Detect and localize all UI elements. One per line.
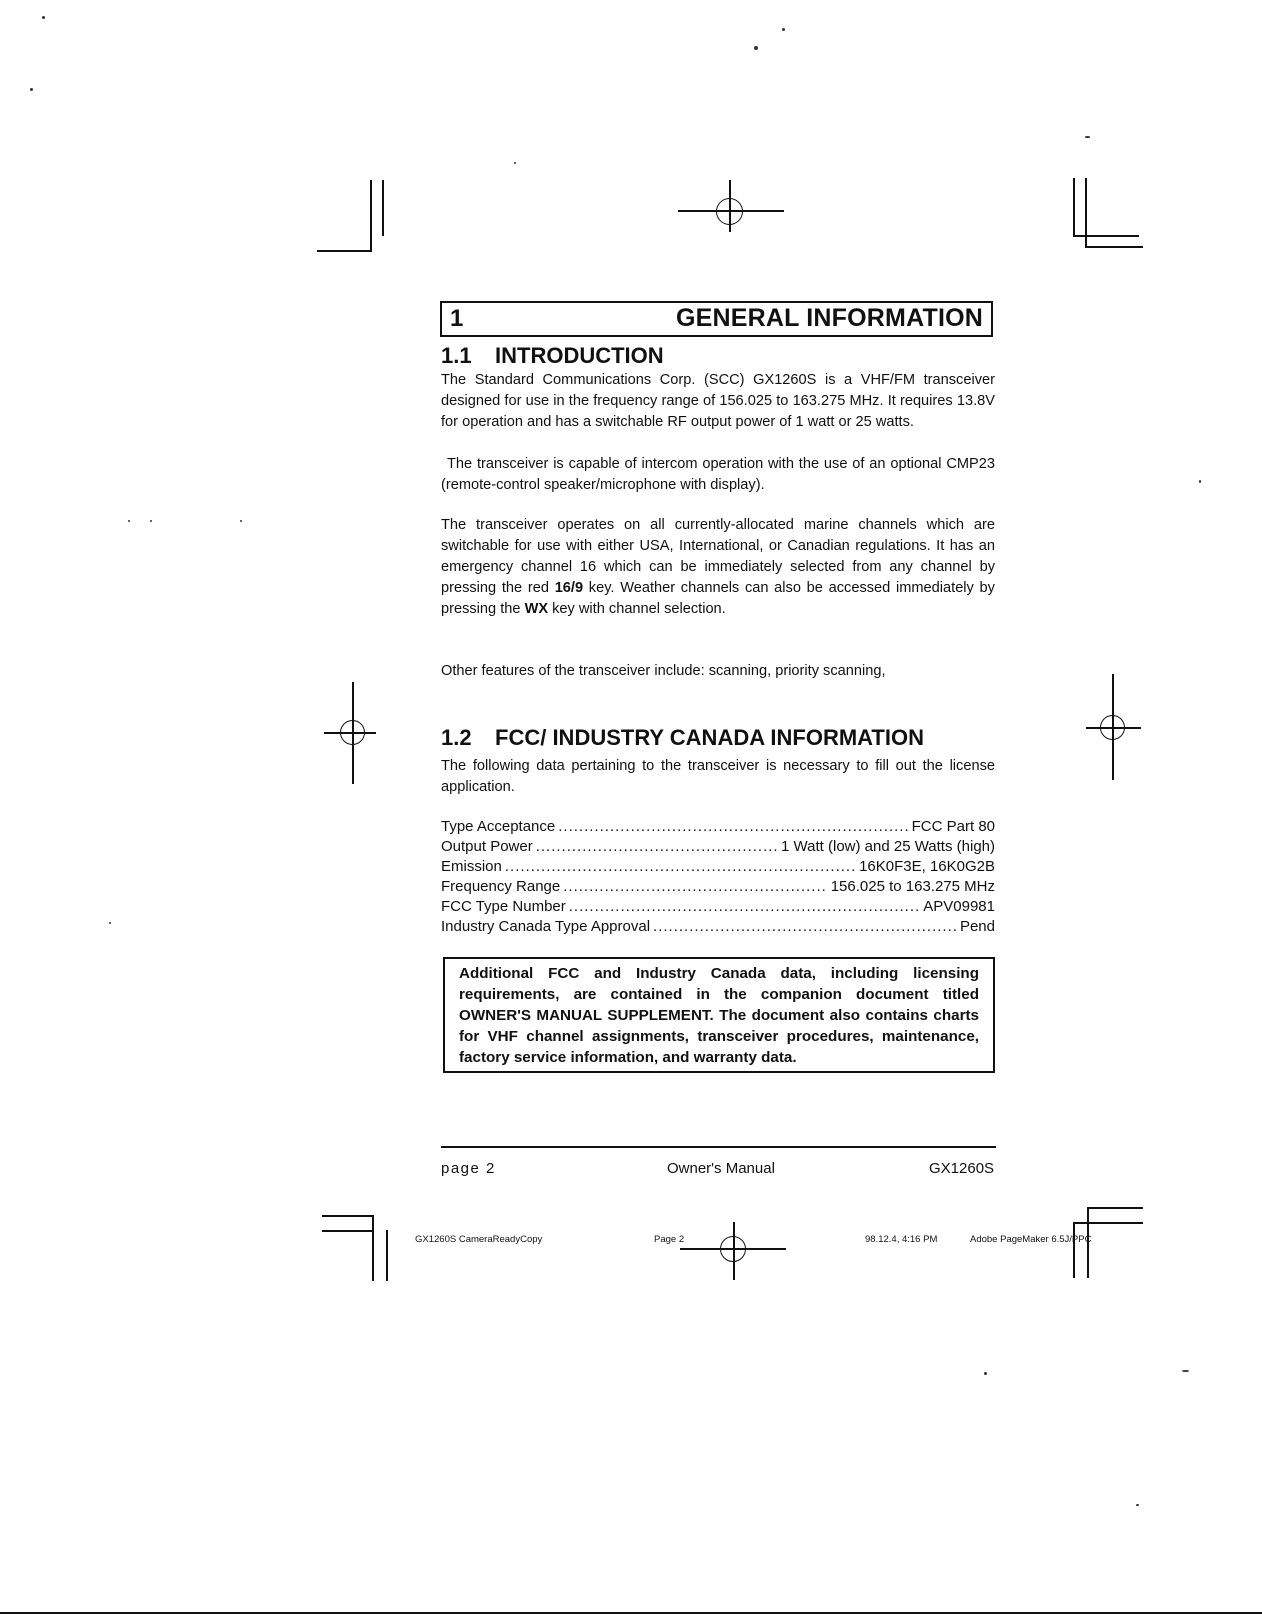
intro-paragraph-2: The transceiver is capable of intercom operation with the use of an optional CMP23 (remote-control speaker/microphone with display).: [441, 456, 995, 493]
dot-leader: [536, 837, 778, 857]
spec-label: Type Acceptance: [441, 818, 556, 835]
dot-leader: [563, 877, 827, 897]
dot-leader: [558, 817, 908, 837]
dot-leader: [569, 897, 921, 917]
spec-row: [441, 837, 995, 857]
intro-paragraph-3-text-c: key with channel selection.: [548, 601, 726, 617]
spec-value: APV09981: [923, 898, 995, 915]
spec-row: [441, 877, 995, 897]
intro-paragraph-4: Other features of the transceiver include: scanning, priority scanning,: [441, 663, 886, 679]
spec-label: Industry Canada Type Approval: [441, 918, 651, 935]
spec-list: [441, 817, 995, 937]
spec-row: [441, 857, 995, 877]
spec-value: 1 Watt (low) and 25 Watts (high): [781, 838, 995, 855]
section-title: FCC/ INDUSTRY CANADA INFORMATION: [495, 725, 924, 750]
dot-leader: [505, 857, 856, 877]
key-wx: WX: [524, 601, 549, 617]
notice-box: Additional FCC and Industry Canada data, including licensing requirements, are contained in the companion document titled OWNER'S MANUAL SUPPLEMENT. The document also contains charts for VHF channel assignments, transceiver procedures, maintenance, factory service information, and warranty data.: [443, 957, 995, 1073]
slug-page: Page 2: [654, 1234, 685, 1245]
scan-edge-line: [0, 1612, 1262, 1614]
spec-row: [441, 917, 995, 937]
spec-label: Output Power: [441, 838, 533, 855]
dot-leader: [653, 917, 957, 937]
spec-label: FCC Type Number: [441, 898, 566, 915]
footer-page-number: page 2: [441, 1160, 496, 1177]
key-16-9: 16/9: [554, 580, 584, 596]
intro-paragraph-3-text-a: The transceiver operates on all currently-allocated marine channels which are switchable for use with either USA, International, or Canadian regulations. It has an emergency channel 16 which can be immediately selected from any channel by pressing the red: [441, 517, 995, 596]
chapter-header: [440, 301, 993, 337]
slug-datetime: 98.12.4, 4:16 PM: [865, 1234, 938, 1245]
intro-paragraph-3-text-b: key. Weather channels can also be accessed immediately by pressing the: [441, 580, 995, 617]
chapter-number: 1: [450, 305, 464, 332]
intro-paragraph-3: [441, 515, 995, 620]
spec-value: Pend: [959, 918, 995, 935]
spec-value: 16K0F3E, 16K0G2B: [859, 858, 995, 875]
section-number: 1.1: [441, 343, 472, 368]
intro-paragraph-1: The Standard Communications Corp. (SCC) GX1260S is a VHF/FM transceiver designed for use in the frequency range of 156.025 to 163.275 MHz. It requires 13.8V for operation and has a switchable RF output power of 1 watt or 25 watts.: [441, 372, 995, 430]
spec-value: 156.025 to 163.275 MHz: [830, 878, 995, 895]
section-title: INTRODUCTION: [495, 343, 664, 368]
spec-row: [441, 817, 995, 837]
spec-label: Emission: [441, 858, 502, 875]
section-heading-fcc: [441, 725, 924, 751]
spec-row: [441, 897, 995, 917]
section-number: 1.2: [441, 725, 472, 750]
chapter-title: GENERAL INFORMATION: [675, 304, 983, 332]
spec-value: FCC Part 80: [911, 818, 995, 835]
footer-rule: [441, 1146, 996, 1148]
spec-label: Frequency Range: [441, 878, 561, 895]
footer-model: GX1260S: [929, 1160, 995, 1177]
slug-application: Adobe PageMaker 6.5J/PPC: [970, 1234, 1092, 1245]
footer-manual-title: Owner's Manual: [667, 1160, 775, 1177]
slug-filename: GX1260S CameraReadyCopy: [415, 1234, 543, 1245]
section-heading-introduction: [441, 343, 664, 369]
fcc-intro-paragraph: The following data pertaining to the transceiver is necessary to fill out the license application.: [441, 758, 995, 795]
